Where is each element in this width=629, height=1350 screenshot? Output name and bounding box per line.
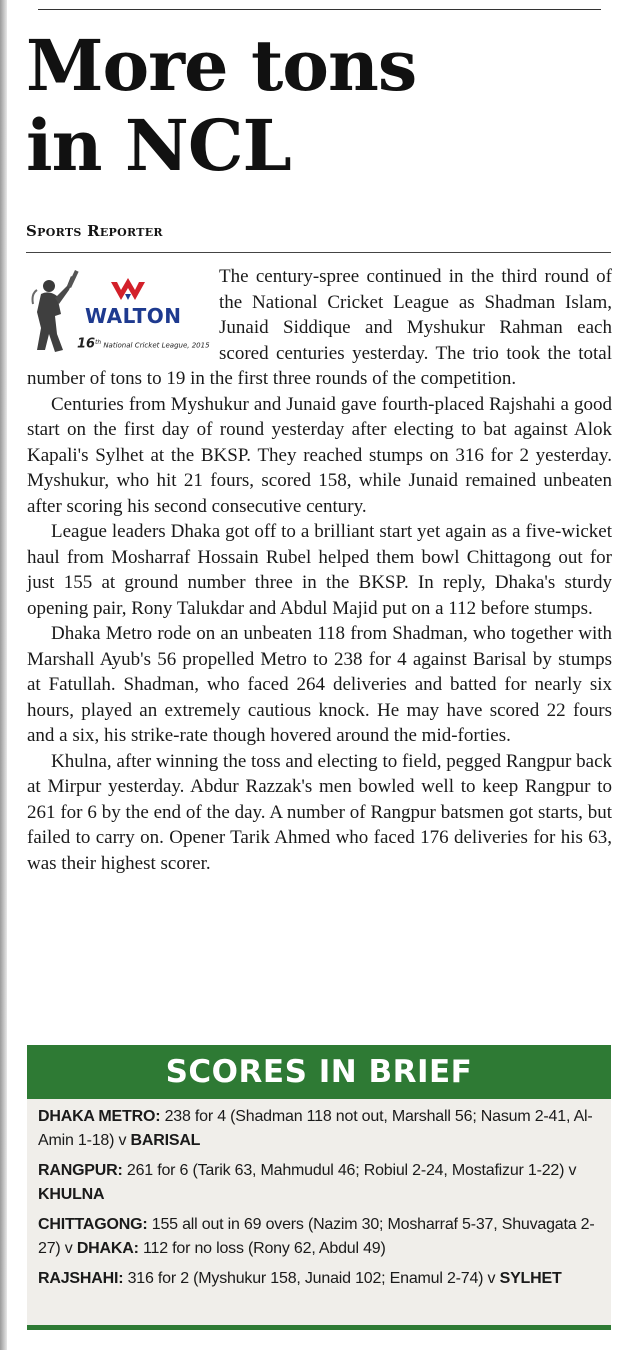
headline-line-2: in NCL [26,104,291,187]
score-entry: CHITTAGONG: 155 all out in 69 overs (Nazim 30; Mosharraf 5-37, Shuvagata 2-27) v DHAKA: 112 for no loss (Rony 62, Abdul 49) [38,1216,595,1257]
logo-brand: WALTON [85,304,182,328]
headline [26,26,606,186]
headline-line-1: More tons [26,24,417,107]
article-paragraph: Centuries from Myshukur and Junaid gave fourth-placed Rajshahi a good start on the first day of round yesterday after electing to bat against Alok Kapali's Sylhet at the BKSP. They reached stumps on 316 for 2 yesterday. Myshukur, who hit 21 fours, scored 158, while Junaid remained unbeaten after scoring his second consecutive century. [27,393,612,517]
article-paragraph: The century-spree continued in the third round of the National Cricket League as Shadman Islam, Junaid Siddique and Myshukur Rahman each scored centuries yesterday. The trio took the total number of tons to 19 in the first three rounds of the competition. [27,266,612,389]
article-paragraph: Dhaka Metro rode on an unbeaten 118 from Shadman, who together with Marshall Ayub's 56 propelled Metro to 238 for 4 against Barisal by stumps at Fatullah. Shadman, who faced 264 deliveries and batted for nearly six hours, played an extremely cautious knock. He may have scored 22 fours and a six, his strike-rate though hovered around the mid-forties. [27,623,612,746]
score-opponent: SYLHET [499,1270,562,1287]
walton-ncl-logo [27,264,210,356]
score-entry: DHAKA METRO: 238 for 4 (Shadman 118 not out, Marshall 56; Nasum 2-41, Al-Amin 1-18) v BARISAL [38,1108,593,1149]
article-paragraph: Khulna, after winning the toss and electing to field, pegged Rangpur back at Mirpur yesterday. Abdur Razzak's men bowled well to keep Rangpur to 261 for 6 by the end of the day. A number of Rangpur batsmen got starts, but failed to carry on. Opener Tarik Ahmed who faced 176 deliveries for his 63, was their highest scorer. [27,750,612,874]
byline: Sports Reporter [26,222,163,240]
scores-in-brief-box [27,1045,611,1330]
score-opponent: KHULNA [38,1186,105,1203]
scores-bottom-rule [27,1325,611,1330]
score-opponent: BARISAL [130,1132,201,1149]
score-entry: RAJSHAHI: 316 for 2 (Myshukur 158, Junaid 102; Enamul 2-74) v SYLHET [38,1270,562,1287]
page-edge-shadow [0,0,7,1350]
article-body [27,264,612,876]
byline-rule [26,252,611,253]
score-team: DHAKA METRO: [38,1108,161,1125]
score-opponent: DHAKA: [76,1240,139,1257]
score-team: RANGPUR: [38,1162,123,1179]
scores-title: SCORES IN BRIEF [27,1045,611,1099]
scores-list [27,1099,611,1291]
score-entry: RANGPUR: 261 for 6 (Tarik 63, Mahmudul 46; Robiul 2-24, Mostafizur 1-22) v KHULNA [38,1162,577,1203]
logo-edition: 16th National Cricket League, 2015 [77,336,210,352]
score-team: CHITTAGONG: [38,1216,148,1233]
article-paragraph: League leaders Dhaka got off to a brilliant start yet again as a five-wicket haul from Mosharraf Hossain Rubel helped them bowl Chittagong out for just 155 at ground number three in the BKSP. In reply, Dhaka's sturdy opening pair, Rony Talukdar and Abdul Majid put on a 112 before stumps. [27,521,612,619]
top-rule [38,9,601,10]
score-team: RAJSHAHI: [38,1270,124,1287]
